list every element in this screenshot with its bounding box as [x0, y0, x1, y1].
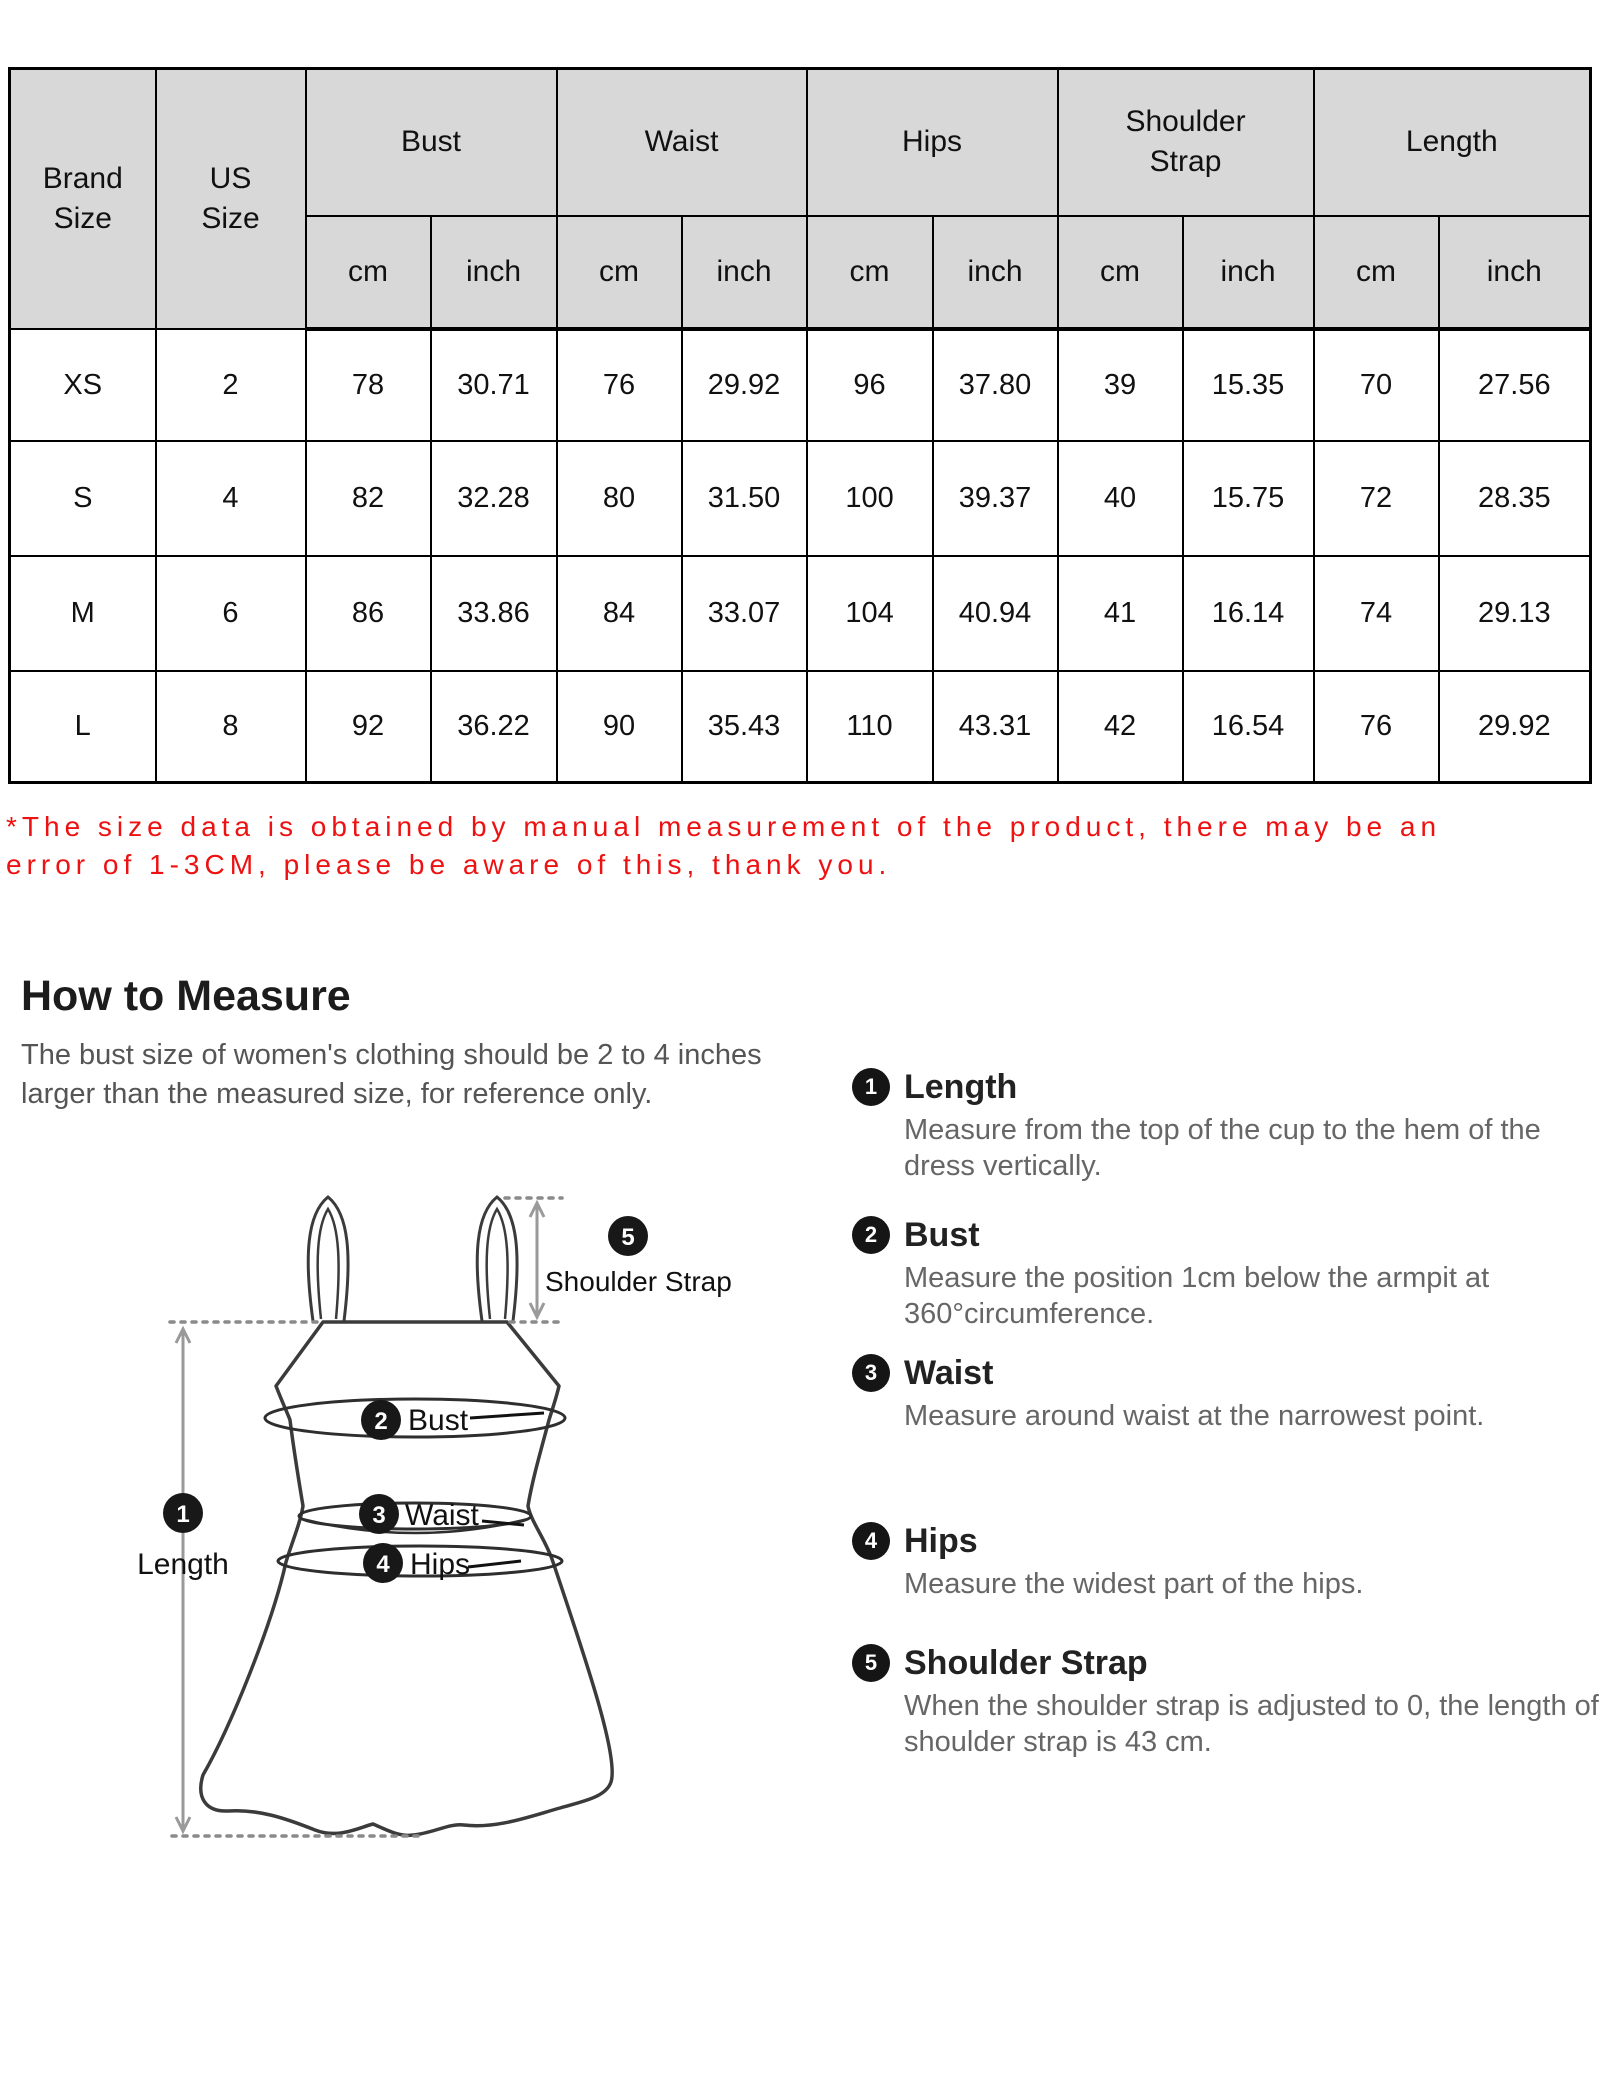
size-cell: 30.71 — [431, 329, 557, 441]
size-cell: 36.22 — [431, 671, 557, 782]
brand-size-cell: M — [10, 556, 156, 671]
size-cell: 33.07 — [682, 556, 807, 671]
measurement-disclaimer: *The size data is obtained by manual measurement of the product, there may be an error of 1-3CM, please be aware of this, thank you. — [6, 811, 1442, 880]
brand-size-cell: XS — [10, 329, 156, 441]
size-cell: 70 — [1314, 329, 1439, 441]
unit-header: cm — [1058, 216, 1183, 329]
size-cell: 29.92 — [682, 329, 807, 441]
unit-header: cm — [557, 216, 682, 329]
brand-size-cell: S — [10, 441, 156, 556]
size-cell: 96 — [807, 329, 933, 441]
size-cell: 39.37 — [933, 441, 1058, 556]
diagram-badge-waist-num: 3 — [372, 1502, 386, 1529]
size-cell: 100 — [807, 441, 933, 556]
size-cell: 16.14 — [1183, 556, 1314, 671]
size-cell: 90 — [557, 671, 682, 782]
step-description: Measure from the top of the cup to the hem of the dress vertically. — [904, 1114, 1541, 1182]
size-cell: 76 — [557, 329, 682, 441]
size-cell: 35.43 — [682, 671, 807, 782]
us-size-cell: 4 — [156, 441, 306, 556]
size-cell: 86 — [306, 556, 431, 671]
unit-header: inch — [1439, 216, 1591, 329]
left-strap — [308, 1197, 348, 1321]
step-title: Shoulder Strap — [904, 1644, 1148, 1682]
size-cell: 16.54 — [1183, 671, 1314, 782]
diagram-label-hips: Hips — [410, 1548, 471, 1581]
step-number-badge: 1 — [852, 1068, 890, 1106]
header-shoulder-strap: Shoulder Strap — [1058, 69, 1314, 216]
diagram-badge-length-num: 1 — [176, 1501, 190, 1528]
size-cell: 92 — [306, 671, 431, 782]
us-size-cell: 2 — [156, 329, 306, 441]
size-cell: 15.75 — [1183, 441, 1314, 556]
unit-header: cm — [1314, 216, 1439, 329]
step-title: Bust — [904, 1216, 980, 1254]
size-cell: 41 — [1058, 556, 1183, 671]
diagram-label-length: Length — [137, 1548, 229, 1581]
how-to-measure-intro: The bust size of women's clothing should be 2 to 4 inches larger than the measured size, for reference only. — [21, 1039, 762, 1110]
step-description: Measure around waist at the narrowest point. — [904, 1400, 1485, 1432]
left-strap-inner — [318, 1209, 339, 1319]
size-cell: 80 — [557, 441, 682, 556]
header-waist: Waist — [557, 69, 807, 216]
size-cell: 29.13 — [1439, 556, 1591, 671]
bust-label-connector — [470, 1413, 544, 1418]
unit-header: inch — [1183, 216, 1314, 329]
right-strap — [477, 1197, 517, 1321]
diagram-label-shoulder-strap: Shoulder Strap — [545, 1266, 732, 1297]
header-us-size: US Size — [156, 69, 306, 330]
size-cell: 31.50 — [682, 441, 807, 556]
size-cell: 82 — [306, 441, 431, 556]
size-cell: 40 — [1058, 441, 1183, 556]
hips-label-connector — [468, 1561, 521, 1567]
step-number-badge: 5 — [852, 1644, 890, 1682]
step-title: Length — [904, 1068, 1018, 1106]
unit-header: inch — [933, 216, 1058, 329]
step-number-badge: 3 — [852, 1354, 890, 1392]
step-description: When the shoulder strap is adjusted to 0, the length of shoulder strap is 43 cm. — [904, 1690, 1599, 1758]
brand-size-cell: L — [10, 671, 156, 782]
size-cell: 84 — [557, 556, 682, 671]
size-cell: 72 — [1314, 441, 1439, 556]
how-to-measure-title: How to Measure — [21, 972, 351, 1020]
step-number-badge: 2 — [852, 1216, 890, 1254]
size-cell: 29.92 — [1439, 671, 1591, 782]
step-title: Waist — [904, 1354, 994, 1392]
diagram-label-waist: Waist — [405, 1499, 479, 1532]
size-cell: 37.80 — [933, 329, 1058, 441]
size-cell: 40.94 — [933, 556, 1058, 671]
size-cell: 15.35 — [1183, 329, 1314, 441]
header-brand-size: Brand Size — [10, 69, 156, 330]
size-cell: 28.35 — [1439, 441, 1591, 556]
size-cell: 78 — [306, 329, 431, 441]
header-length: Length — [1314, 69, 1591, 216]
step-description: Measure the widest part of the hips. — [904, 1568, 1364, 1600]
diagram-label-bust: Bust — [408, 1404, 469, 1437]
unit-header: cm — [807, 216, 933, 329]
step-number-badge: 4 — [852, 1522, 890, 1560]
size-cell: 27.56 — [1439, 329, 1591, 441]
step-title: Hips — [904, 1522, 978, 1560]
size-cell: 74 — [1314, 556, 1439, 671]
size-cell: 76 — [1314, 671, 1439, 782]
size-cell: 104 — [807, 556, 933, 671]
unit-header: inch — [431, 216, 557, 329]
header-bust: Bust — [306, 69, 557, 216]
step-description: Measure the position 1cm below the armpit at 360°circumference. — [904, 1262, 1490, 1330]
diagram-badge-shoulder-strap-num: 5 — [621, 1224, 635, 1251]
header-hips: Hips — [807, 69, 1058, 216]
size-cell: 33.86 — [431, 556, 557, 671]
size-cell: 32.28 — [431, 441, 557, 556]
unit-header: inch — [682, 216, 807, 329]
size-cell: 39 — [1058, 329, 1183, 441]
size-cell: 110 — [807, 671, 933, 782]
size-cell: 42 — [1058, 671, 1183, 782]
right-strap-inner — [487, 1209, 508, 1319]
diagram-badge-bust-num: 2 — [374, 1408, 388, 1435]
diagram-badge-hips-num: 4 — [376, 1551, 390, 1578]
size-cell: 43.31 — [933, 671, 1058, 782]
us-size-cell: 6 — [156, 556, 306, 671]
us-size-cell: 8 — [156, 671, 306, 782]
unit-header: cm — [306, 216, 431, 329]
